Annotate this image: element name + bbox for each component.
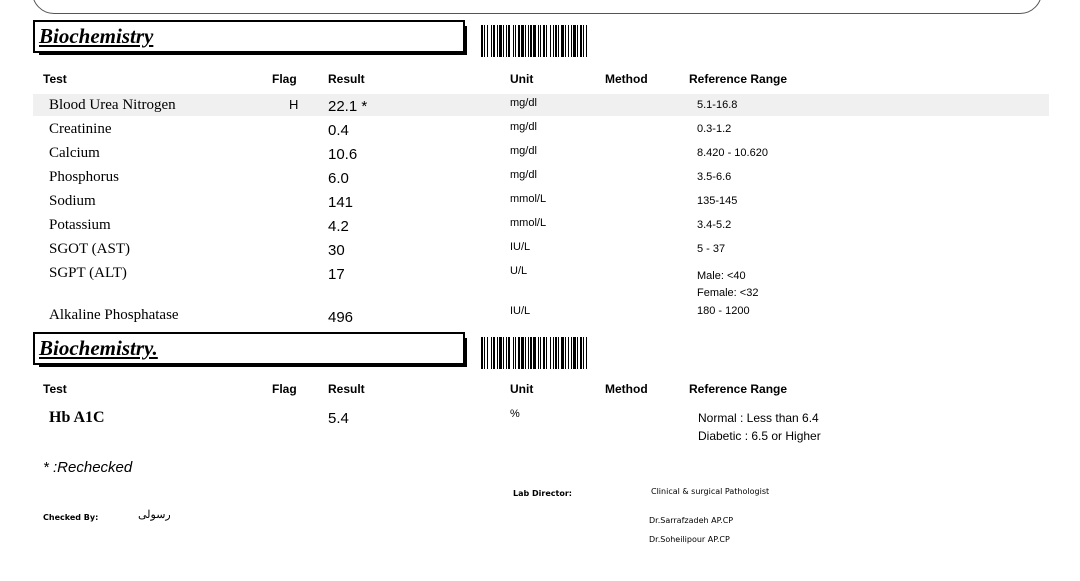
result: 0.4 bbox=[328, 122, 349, 139]
reference-range: 8.420 - 10.620 bbox=[697, 147, 768, 159]
unit: mmol/L bbox=[510, 193, 547, 205]
reference-range: 180 - 1200 bbox=[697, 305, 750, 317]
header-result: Result bbox=[328, 72, 365, 86]
header-reference-range: Reference Range bbox=[689, 72, 788, 86]
unit: mg/dl bbox=[510, 121, 537, 133]
unit: IU/L bbox=[510, 305, 531, 317]
header-unit: Unit bbox=[510, 72, 534, 86]
header-unit: Unit bbox=[510, 382, 534, 396]
header-test: Test bbox=[43, 382, 67, 396]
test-name: SGPT (ALT) bbox=[49, 265, 127, 281]
reference-range: 3.4-5.2 bbox=[697, 219, 732, 231]
section-title: Biochemistry bbox=[39, 24, 154, 48]
header-frame bbox=[32, 0, 1042, 14]
reference-range: 5 - 37 bbox=[697, 243, 726, 255]
test-name: Hb A1C bbox=[49, 409, 105, 426]
unit: IU/L bbox=[510, 241, 531, 253]
barcode-bar bbox=[587, 337, 588, 369]
reference-range: Male: <40 bbox=[697, 270, 746, 282]
section-title-box bbox=[33, 20, 465, 53]
unit: U/L bbox=[510, 265, 528, 277]
header-result: Result bbox=[328, 382, 365, 396]
reference-range-line2: Female: <32 bbox=[697, 287, 759, 299]
reference-range: 5.1-16.8 bbox=[697, 99, 738, 111]
director-name: Dr.Soheilipour AP.CP bbox=[649, 535, 730, 544]
test-name: Potassium bbox=[49, 217, 111, 233]
checked-by-name: رسولی bbox=[138, 509, 171, 521]
reference-range: 135-145 bbox=[697, 195, 738, 207]
result: 5.4 bbox=[328, 410, 349, 427]
unit: mg/dl bbox=[510, 169, 537, 181]
reference-range: 0.3-1.2 bbox=[697, 123, 732, 135]
test-name: Phosphorus bbox=[49, 169, 120, 185]
result: 6.0 bbox=[328, 170, 349, 187]
unit: mg/dl bbox=[510, 145, 537, 157]
lab-director-label: Lab Director: bbox=[513, 489, 572, 498]
result: 141 bbox=[328, 194, 354, 211]
director-name: Dr.Sarrafzadeh AP.CP bbox=[649, 516, 734, 525]
header-flag: Flag bbox=[272, 382, 297, 396]
highlight-row bbox=[33, 94, 1049, 116]
result: 30 bbox=[328, 242, 345, 259]
test-name: Creatinine bbox=[49, 121, 112, 137]
checked-by-label: Checked By: bbox=[43, 513, 99, 522]
rechecked-note: * :Rechecked bbox=[43, 459, 133, 476]
result: 17 bbox=[328, 266, 345, 283]
unit: % bbox=[510, 408, 520, 420]
barcode bbox=[481, 337, 683, 369]
test-name: SGOT (AST) bbox=[49, 241, 130, 257]
director-title: Clinical & surgical Pathologist bbox=[651, 487, 770, 496]
header-method: Method bbox=[605, 382, 648, 396]
barcode bbox=[481, 25, 683, 57]
reference-range-line2: Diabetic : 6.5 or Higher bbox=[698, 429, 821, 443]
header-flag: Flag bbox=[272, 72, 297, 86]
test-name: Calcium bbox=[49, 145, 100, 161]
header-test: Test bbox=[43, 72, 67, 86]
section-title: Biochemistry. bbox=[39, 336, 158, 360]
unit: mg/dl bbox=[510, 97, 537, 109]
reference-range: 3.5-6.6 bbox=[697, 171, 732, 183]
test-name: Alkaline Phosphatase bbox=[49, 307, 179, 323]
result: 22.1 * bbox=[328, 98, 368, 115]
reference-range: Normal : Less than 6.4 bbox=[698, 411, 819, 425]
result: 4.2 bbox=[328, 218, 349, 235]
result: 10.6 bbox=[328, 146, 358, 163]
flag: H bbox=[289, 97, 299, 112]
header-method: Method bbox=[605, 72, 648, 86]
header-reference-range: Reference Range bbox=[689, 382, 788, 396]
result: 496 bbox=[328, 309, 354, 326]
barcode-bar bbox=[587, 25, 588, 57]
unit: mmol/L bbox=[510, 217, 547, 229]
section-title-box bbox=[33, 332, 465, 365]
test-name: Sodium bbox=[49, 193, 96, 209]
test-name: Blood Urea Nitrogen bbox=[49, 97, 176, 113]
